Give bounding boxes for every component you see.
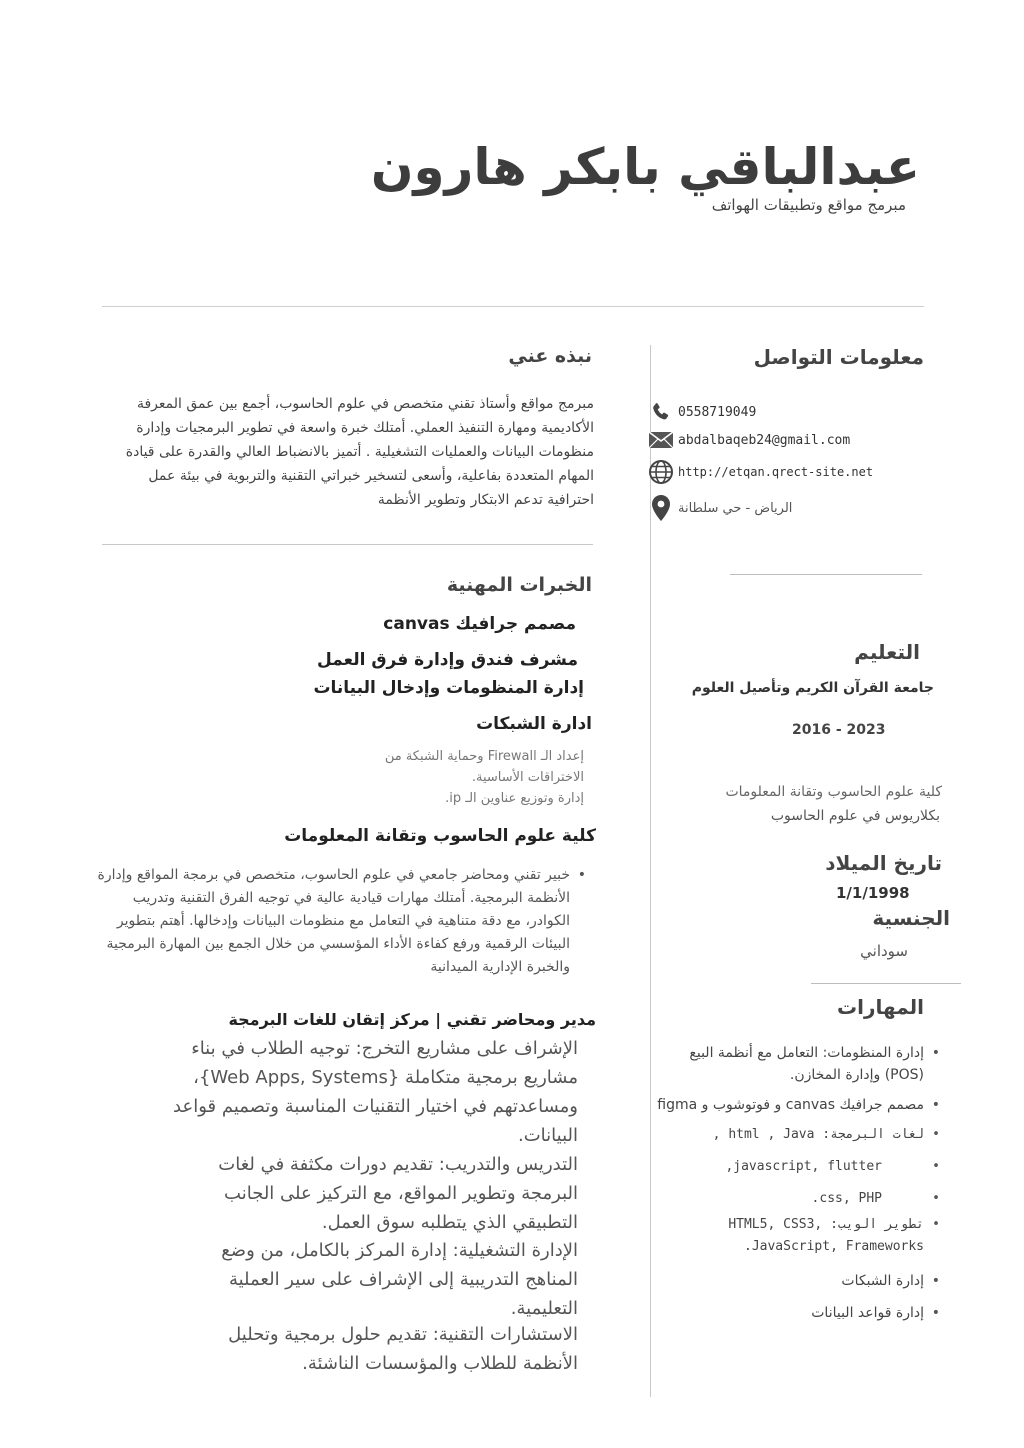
candidate-name: عبدالباقي بابكر هارون	[370, 138, 920, 196]
skills-list	[652, 1042, 942, 1324]
birth-heading: تاريخ الميلاد	[825, 851, 942, 875]
contact-address-row	[644, 491, 924, 525]
contact-divider	[730, 574, 922, 575]
location-pin-icon	[644, 493, 678, 523]
experience-heading: الخبرات المهنية	[446, 574, 592, 596]
education-years: 2016 - 2023	[792, 722, 886, 738]
network-duty-line: إعداد الـ Firewall وحماية الشبكة من	[384, 749, 584, 764]
university-name: جامعة القرآن الكريم وتأصيل العلوم	[691, 680, 934, 696]
skills-heading: المهارات	[837, 995, 924, 1019]
skill-item: • إدارة المنظومات: التعامل مع أنظمة البيع (POS) وإدارة المخازن.	[652, 1042, 942, 1086]
contact-email-row	[644, 423, 924, 457]
phone-text: 0558719049	[678, 404, 757, 420]
about-heading: نبذه عني	[508, 345, 592, 367]
job-title-graphic-designer: مصمم جرافيك canvas	[383, 614, 576, 634]
contact-website-row	[644, 455, 924, 489]
job-title-networks: ادارة الشبكات	[476, 714, 592, 734]
network-duty-line: الاختراقات الأساسية.	[471, 770, 584, 785]
skill-item: • تطوير الويب: HTML5, CSS3, JavaScript, Frameworks.	[652, 1214, 942, 1258]
email-link[interactable]: abdalbaqeb24@gmail.com	[678, 432, 851, 448]
manager-duty-operations: الإدارة التشغيلية: إدارة المركز بالكامل، من وضع المناهج التدريبية إلى الإشراف على سير العملية التعليمية.	[221, 1240, 578, 1319]
birth-date: 1/1/1998	[836, 884, 910, 902]
bullet-dot: •	[577, 867, 586, 883]
address-text: الرياض - حي سلطانة	[678, 500, 793, 516]
network-duty-line: إدارة وتوزيع عناوين الـ ip.	[445, 791, 584, 806]
manager-duty-consulting: الاستشارات التقنية: تقديم حلول برمجية وتحليل الأنظمة للطلاب والمؤسسات الناشئة.	[228, 1324, 578, 1374]
college-job-text: خبير تقني ومحاضر جامعي في علوم الحاسوب، متخصص في برمجة المواقع وإدارة الأنظمة البرمجية. أمتلك مهارات قيادية عالية في توجيه الفرق التقنية وتدريب الكوادر، مع دقة متناهية في التعامل مع منظومات البيانات وإدخالها. أهتم بتطوير البيئات الرقمية ورفع كفاءة الأداء المؤسسي من خلال الجمع بين المهارة البرمجية والخبرة الإدارية الميدانية	[97, 867, 570, 975]
manager-duty-teaching: التدريس والتدريب: تقديم دورات مكثفة في لغات البرمجة وتطوير المواقع، مع التركيز على الجانب التطبيقي الذي يتطلبه سوق العمل.	[218, 1154, 578, 1233]
envelope-icon	[644, 425, 678, 455]
manager-duty-supervision: الإشراف على مشاريع التخرج: توجيه الطلاب في بناء مشاريع برمجية متكاملة {Web Apps, Systems}، ومساعدتهم في اختيار التقنيات المناسبة وتصميم قواعد البيانات.	[173, 1038, 578, 1146]
website-link[interactable]: http://etqan.qrect-site.net	[678, 465, 874, 479]
skill-item: • لغات البرمجة: html , Java ,	[652, 1124, 942, 1146]
network-duties	[304, 746, 584, 809]
job-title-data-entry: إدارة المنظومات وإدخال البيانات	[313, 678, 584, 698]
skill-item: • مصمم جرافيك canvas و فوتوشوب و figma	[652, 1094, 942, 1116]
job-subtitle: مبرمج مواقع وتطبيقات الهواتف	[711, 196, 906, 214]
about-text: مبرمج مواقع وأستاذ تقني متخصص في علوم الحاسوب، أجمع بين عمق المعرفة الأكاديمية ومهارة التنفيذ العملي. أمتلك خبرة واسعة في تطوير البرمجيات وإدارة منظومات البيانات والعمليات التشغيلية . أتميز بالانضباط العالي والقدرة على قيادة المهام المتعددة بفاعلية، وأسعى لتسخير خبراتي التقنية والتربوية في بيئة عمل احترافية تدعم الابتكار وتطوير الأنظمة	[125, 396, 594, 508]
college-job-title: كلية علوم الحاسوب وتقانة المعلومات	[284, 826, 596, 846]
about-divider	[102, 544, 593, 545]
skill-item-continued: • javascript, flutter,	[652, 1156, 942, 1178]
skill-item: • إدارة قواعد البيانات	[652, 1302, 942, 1324]
college-job-description	[94, 864, 586, 979]
manager-job-title: مدير ومحاضر تقني | مركز إتقان للغات البرمجة	[228, 1010, 596, 1029]
contact-heading: معلومات التواصل	[753, 345, 924, 369]
job-title-hotel-supervisor: مشرف فندق وإدارة فرق العمل	[317, 650, 578, 670]
nationality-value: سوداني	[860, 942, 908, 960]
skill-item: • إدارة الشبكات	[652, 1270, 942, 1292]
skill-item-continued: • css, PHP.	[652, 1188, 942, 1210]
nationality-divider	[811, 983, 961, 984]
globe-icon	[644, 457, 678, 487]
degree-text: بكلاريوس في علوم الحاسوب	[770, 808, 940, 824]
header-divider	[102, 306, 924, 307]
nationality-heading: الجنسية	[872, 906, 950, 930]
education-heading: التعليم	[854, 640, 920, 664]
college-name: كلية علوم الحاسوب وتقانة المعلومات	[725, 784, 942, 800]
